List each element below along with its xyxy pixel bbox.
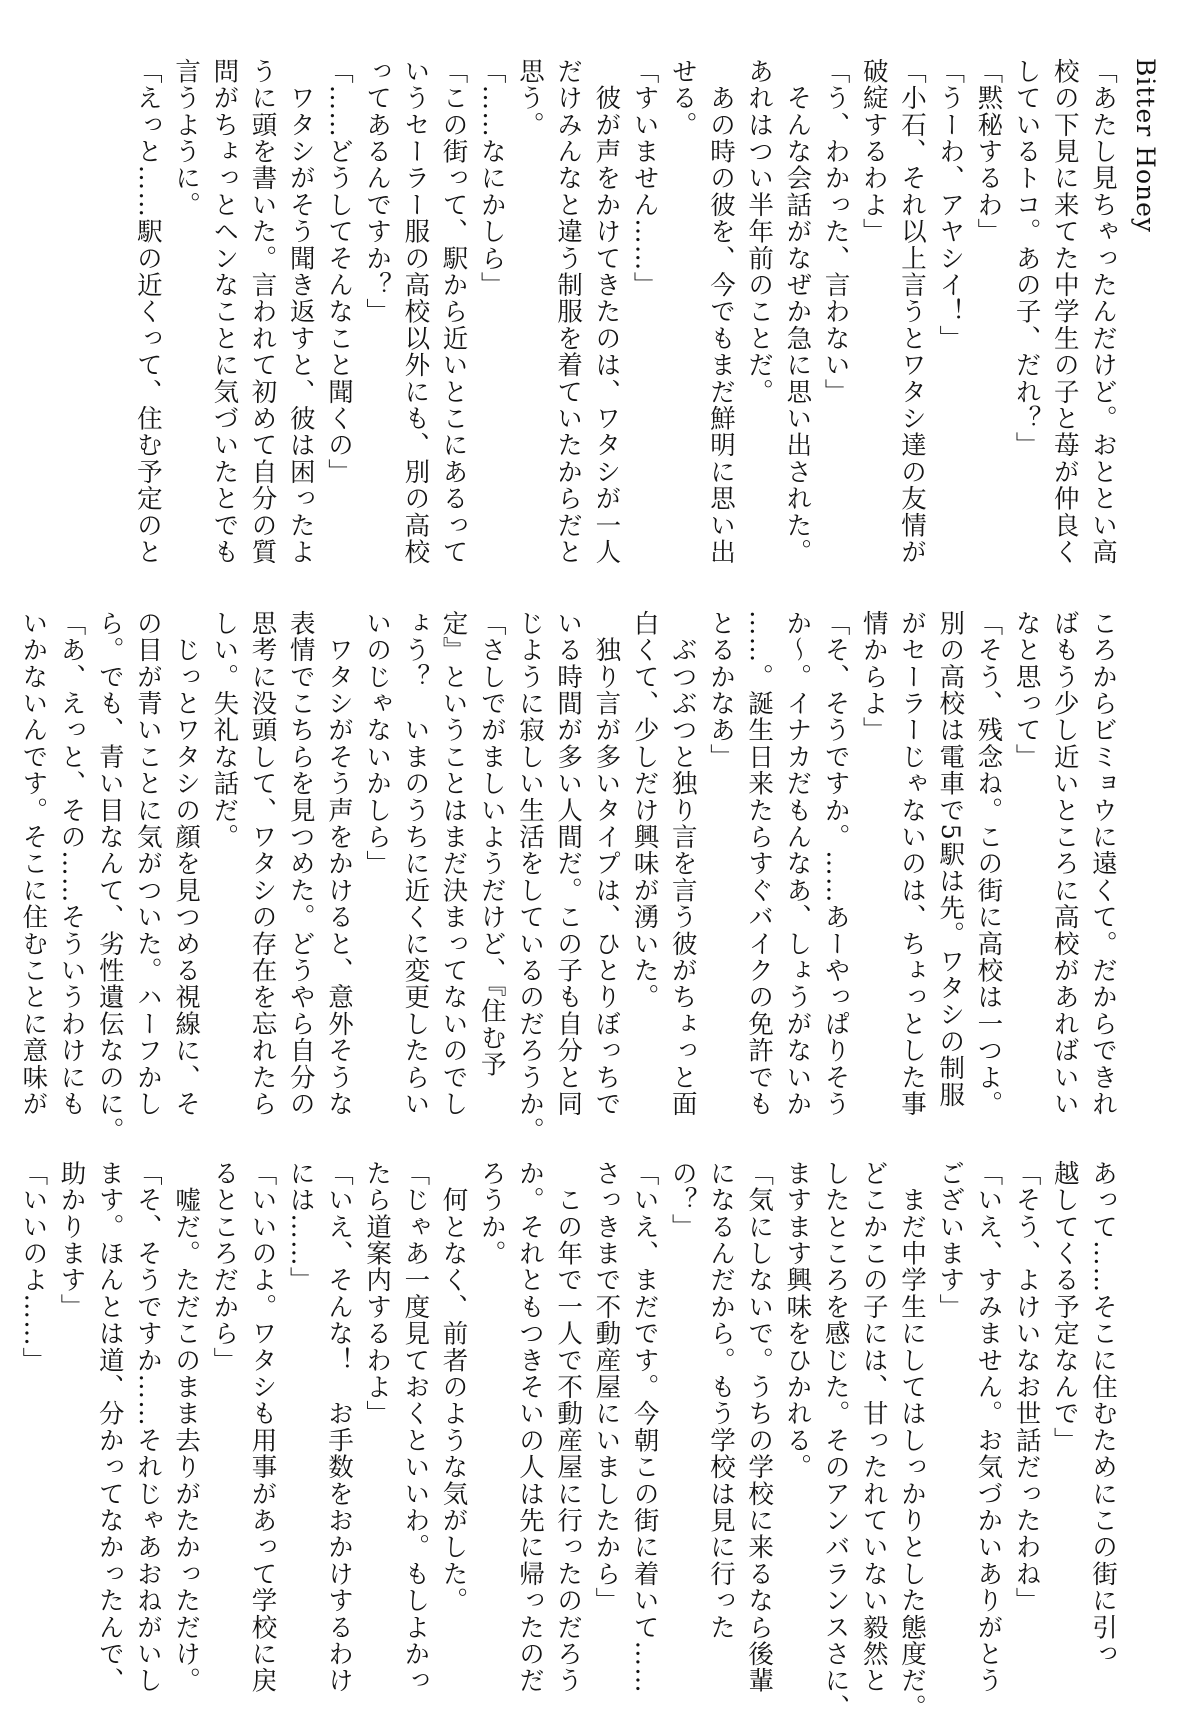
- text-column: 独り言が多いタイプは、ひとりぼっちで: [591, 610, 622, 1118]
- text-column: 「黙秘するわ」: [973, 58, 1004, 245]
- text-column: この年で一人で不動産屋に行ったのだろう: [553, 1160, 584, 1694]
- text-column: 「あ、えっと、その……そういうわけにも: [56, 610, 87, 1118]
- text-column: 「……なにかしら」: [476, 58, 507, 299]
- text-column: 「……どうしてそんなこと聞くの」: [323, 58, 354, 486]
- text-column: ら。でも、青い目なんて、劣性遺伝なのに。: [94, 610, 125, 1144]
- text-column: ……。誕生日来たらすぐバイクの免許でも: [744, 610, 775, 1118]
- text-column: せる。: [667, 58, 698, 139]
- text-column: ます。ほんとは道、分かってなかったんで、: [94, 1160, 125, 1694]
- text-column: るところだから」: [209, 1160, 240, 1374]
- text-column: とるかなあ」: [705, 610, 736, 771]
- text-column: ころからビミョウに遠くて。だからできれ: [1088, 610, 1118, 1118]
- text-column: あれはつい半年前のことだ。: [744, 58, 775, 406]
- text-column: ろうか。: [476, 1160, 507, 1267]
- text-column: 嘘だ。ただこのまま去りがたかっただけ。: [171, 1160, 202, 1694]
- text-column: がセーラーじゃないのは、ちょっとした事: [896, 610, 927, 1118]
- text-column: 「そ、そうですか。……あーやっぱりそう: [820, 610, 851, 1118]
- text-column: か。それともつきそいの人は先に帰ったのだ: [514, 1160, 545, 1694]
- text-column: 「すいません……」: [629, 58, 660, 299]
- text-column: には……」: [285, 1160, 316, 1294]
- text-column: ございます」: [935, 1160, 966, 1321]
- text-column: 言うように。: [171, 58, 202, 219]
- text-column: 何となく、前者のような気がした。: [438, 1160, 469, 1614]
- text-column: したところを感じた。そのアンバランスさに、: [820, 1160, 851, 1721]
- text-column: 校の下見に来てた中学生の子と苺が仲良く: [1049, 58, 1080, 566]
- text-column: 「いえ、まだです。今朝この街に着いて……: [629, 1160, 660, 1694]
- text-column: しい。失礼な話だ。: [209, 610, 240, 851]
- text-column: ワタシがそう聞き返すと、彼は困ったよ: [285, 58, 316, 566]
- text-column: なと思って」: [1011, 610, 1042, 771]
- text-column: 表情でこちらを見つめた。どうやら自分の: [285, 610, 316, 1118]
- text-column: 「あたし見ちゃったんだけど。おととい高: [1088, 58, 1118, 566]
- text-column: さっきまで不動産屋にいましたから」: [591, 1160, 622, 1614]
- text-column: ますます興味をひかれる。: [782, 1160, 813, 1481]
- text-column: 問がちょっとヘンなことに気づいたとでも: [209, 58, 240, 566]
- text-column: 「えっと……駅の近くって、住む予定のと: [132, 58, 163, 566]
- text-column: 「そ、そうですか……それじゃあおねがいし: [132, 1160, 163, 1694]
- text-column: ょう？ いまのうちに近くに変更したらい: [400, 610, 431, 1118]
- text-column: じように寂しい生活をしているのだろうか。: [514, 610, 545, 1144]
- text-column: 「うーわ、アヤシイ！」: [935, 58, 966, 352]
- text-column: の？」: [667, 1160, 698, 1241]
- text-column: 「じゃあ一度見ておくといいわ。もしよかっ: [400, 1160, 431, 1694]
- text-column: だけみんなと違う制服を着ていたからだと: [553, 58, 584, 566]
- text-column: まだ中学生にしてはしっかりとした態度だ。: [896, 1160, 927, 1721]
- text-column: 助かります」: [56, 1160, 87, 1321]
- text-column: になるんだから。もう学校は見に行った: [705, 1160, 736, 1641]
- text-column: 「そう、よけいなお世話だったわね」: [1011, 1160, 1042, 1614]
- text-tier-bottom: [18, 1160, 1122, 1721]
- text-column: どこかこの子には、甘ったれていない毅然と: [858, 1160, 889, 1694]
- text-column: 「いいのよ。ワタシも用事があって学校に戻: [247, 1160, 278, 1694]
- text-column: の目が青いことに気がついた。ハーフかし: [132, 610, 163, 1118]
- text-column: 定』ということはまだ決まってないのでし: [438, 610, 469, 1118]
- text-column: 「いいのよ……」: [18, 1160, 49, 1374]
- text-column: 越してくる予定なんで」: [1049, 1160, 1080, 1454]
- text-column: いかないんです。そこに住むことに意味が: [18, 610, 49, 1118]
- text-column: 「いえ、すみません。お気づかいありがとう: [973, 1160, 1004, 1694]
- text-column: たら道案内するわよ」: [362, 1160, 393, 1427]
- text-column: そんな会話がなぜか急に思い出された。: [782, 58, 813, 566]
- text-column: うに頭を書いた。言われて初めて自分の質: [247, 58, 278, 566]
- text-column: いる時間が多い人間だ。この子も自分と同: [553, 610, 584, 1118]
- text-column: しているトコ。あの子、だれ？」: [1011, 58, 1042, 459]
- text-column: じっとワタシの顔を見つめる視線に、そ: [171, 610, 202, 1118]
- text-column: か～。イナカだもんなあ、しょうがないか: [782, 610, 813, 1118]
- text-column: 「さしでがましいようだけど、『住む予: [476, 610, 507, 1078]
- text-column: いのじゃないかしら」: [362, 610, 393, 877]
- text-column: ばもう少し近いところに高校があればいい: [1049, 610, 1080, 1118]
- text-column: 「小石、それ以上言うとワタシ達の友情が: [896, 58, 927, 566]
- text-column: あって……そこに住むためにこの街に引っ: [1088, 1160, 1118, 1668]
- text-column: あの時の彼を、今でもまだ鮮明に思い出: [705, 58, 736, 566]
- text-column: ワタシがそう声をかけると、意外そうな: [323, 610, 354, 1118]
- text-column: 思考に没頭して、ワタシの存在を忘れたら: [247, 610, 278, 1118]
- text-column: 彼が声をかけてきたのは、ワタシが一人: [591, 58, 622, 566]
- text-column: 「気にしないで。うちの学校に来るなら後輩: [744, 1160, 775, 1694]
- running-header-title: Bitter Honey: [1131, 58, 1160, 234]
- text-column: 「う、わかった、言わない」: [820, 58, 851, 406]
- text-column: 白くて、少しだけ興味が湧いた。: [629, 610, 660, 1011]
- text-column: ってあるんですか？」: [362, 58, 393, 325]
- text-tier-middle: [18, 610, 1122, 1144]
- text-column: 思う。: [514, 58, 545, 139]
- text-column: いうセーラー服の高校以外にも、別の高校: [400, 58, 431, 566]
- text-column: 「いえ、そんな！ お手数をおかけするわけ: [323, 1160, 354, 1694]
- text-tier-top: [82, 58, 1122, 566]
- text-column: 「この街って、駅から近いとこにあるって: [438, 58, 469, 566]
- text-column: 破綻するわよ」: [858, 58, 889, 245]
- text-column: 情からよ」: [858, 610, 889, 744]
- text-column: 別の高校は電車で5駅は先。ワタシの制服: [935, 610, 966, 1109]
- text-column: ぶつぶつと独り言を言う彼がちょっと面: [667, 610, 698, 1118]
- text-column: 「そう、残念ね。この街に高校は一つよ。: [973, 610, 1004, 1118]
